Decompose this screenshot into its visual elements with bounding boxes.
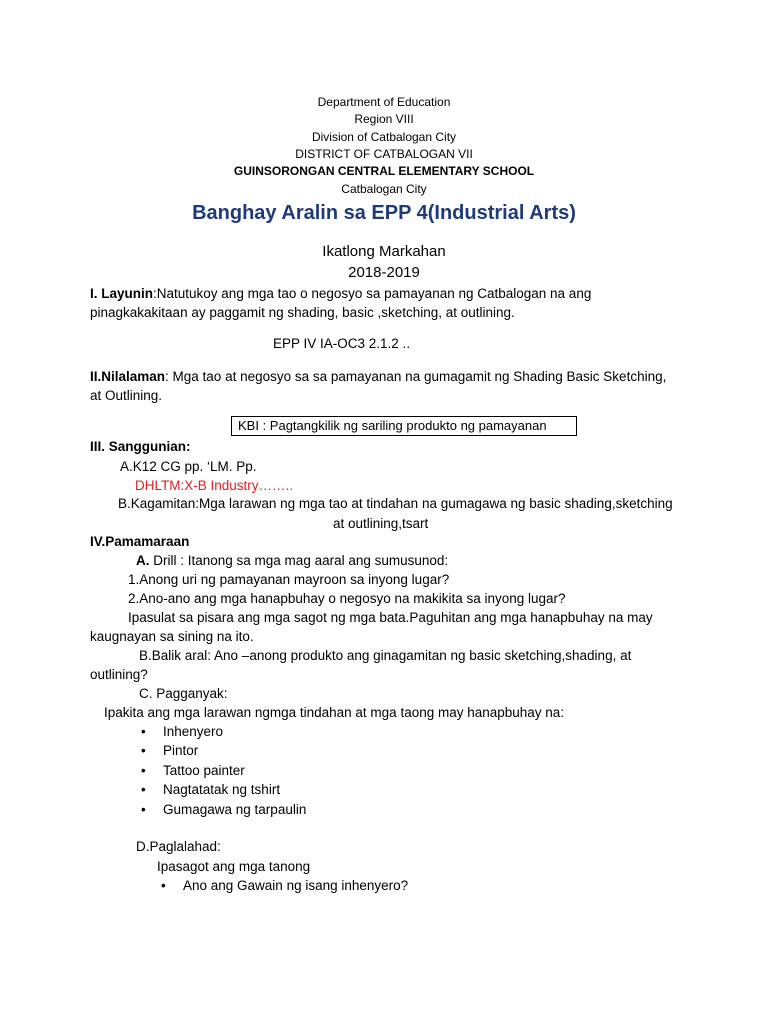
list-item: • Inhenyero bbox=[141, 724, 224, 739]
kagamitan-line2: at outlining,tsart bbox=[333, 516, 429, 531]
drill-note-line2: kaugnayan sa sining na ito. bbox=[90, 629, 254, 644]
pagganyak-label: C. Pagganyak: bbox=[139, 686, 228, 701]
bullet-icon: • bbox=[141, 802, 146, 817]
nilalaman-line2: at Outlining. bbox=[90, 388, 163, 403]
sanggunian-a: A.K12 CG pp. ‘LM. Pp. bbox=[120, 459, 257, 474]
layunin-label: I. Layunin bbox=[90, 286, 154, 301]
bullet-icon: • bbox=[141, 782, 146, 797]
list-item: • Gumagawa ng tarpaulin bbox=[141, 802, 307, 817]
bullet-icon: • bbox=[141, 763, 146, 778]
drill-letter: A. bbox=[136, 553, 150, 568]
drill-line bbox=[136, 552, 448, 570]
pamamaraan-label: IV.Pamamaraan bbox=[90, 534, 190, 549]
drill-question-1: 1.Anong uri ng pamayanan mayroon sa inyong lugar? bbox=[128, 572, 450, 587]
bullet-icon: • bbox=[161, 878, 166, 893]
pagganyak-text: Ipakita ang mga larawan ngmga tindahan at mga taong may hanapbuhay na: bbox=[104, 705, 565, 720]
drill-text: Drill : Itanong sa mga mag aaral ang sumusunod: bbox=[149, 553, 449, 568]
list-item: • Ano ang Gawain ng isang inhenyero? bbox=[161, 878, 409, 893]
header-district: DISTRICT OF CATBALOGAN VII bbox=[295, 147, 473, 161]
balik-aral-line2: outlining? bbox=[90, 667, 148, 682]
header-department: Department of Education bbox=[317, 95, 451, 109]
kagamitan-line1: B.Kagamitan:Mga larawan ng mga tao at tindahan na gumagawa ng basic shading,sketching bbox=[118, 496, 673, 511]
layunin-line1 bbox=[90, 285, 591, 303]
quarter: Ikatlong Markahan bbox=[322, 243, 446, 260]
paglalahad-label: D.Paglalahad: bbox=[136, 839, 221, 854]
list-item: • Tattoo painter bbox=[141, 763, 245, 778]
drill-question-2: 2.Ano-ano ang mga hanapbuhay o negosyo na makikita sa inyong lugar? bbox=[128, 591, 566, 606]
kbi-box: KBI : Pagtangkilik ng sariling produkto ng pamayanan bbox=[231, 416, 577, 436]
school-year: 2018-2019 bbox=[348, 264, 420, 281]
header-city: Catbalogan City bbox=[341, 182, 427, 196]
header-school: GUINSORONGAN CENTRAL ELEMENTARY SCHOOL bbox=[233, 164, 535, 178]
bullet-icon: • bbox=[141, 743, 146, 758]
layunin-line2: pinagkakakitaan ay paggamit ng shading, basic ,sketching, at outlining. bbox=[90, 305, 515, 320]
header-division: Division of Catbalogan City bbox=[311, 130, 457, 144]
list-item: • Pintor bbox=[141, 743, 199, 758]
drill-note-line1: Ipasulat sa pisara ang mga sagot ng mga bata.Paguhitan ang mga hanapbuhay na may bbox=[128, 610, 653, 625]
nilalaman-label: II.Nilalaman bbox=[90, 369, 166, 384]
list-item: • Nagtatatak ng tshirt bbox=[141, 782, 281, 797]
competency-code: EPP IV IA-OC3 2.1.2 .. bbox=[273, 336, 411, 351]
nilalaman-text1: : Mga tao at negosyo sa sa pamayanan na gumagamit ng Shading Basic Sketching, bbox=[165, 369, 667, 384]
sanggunian-dhltm: DHLTM:X-B Industry…….. bbox=[135, 478, 294, 493]
lesson-title: Banghay Aralin sa EPP 4(Industrial Arts) bbox=[192, 202, 576, 224]
sanggunian-label: III. Sanggunian: bbox=[90, 439, 191, 454]
paglalahad-text: Ipasagot ang mga tanong bbox=[157, 859, 311, 874]
bullet-icon: • bbox=[141, 724, 146, 739]
balik-aral-line1: B.Balik aral: Ano –anong produkto ang ginagamitan ng basic sketching,shading, at bbox=[139, 648, 632, 663]
layunin-text1: :Natutukoy ang mga tao o negosyo sa pamayanan ng Catbalogan na ang bbox=[153, 286, 592, 301]
nilalaman-line1 bbox=[90, 368, 666, 386]
header-region: Region VIII bbox=[354, 112, 414, 126]
